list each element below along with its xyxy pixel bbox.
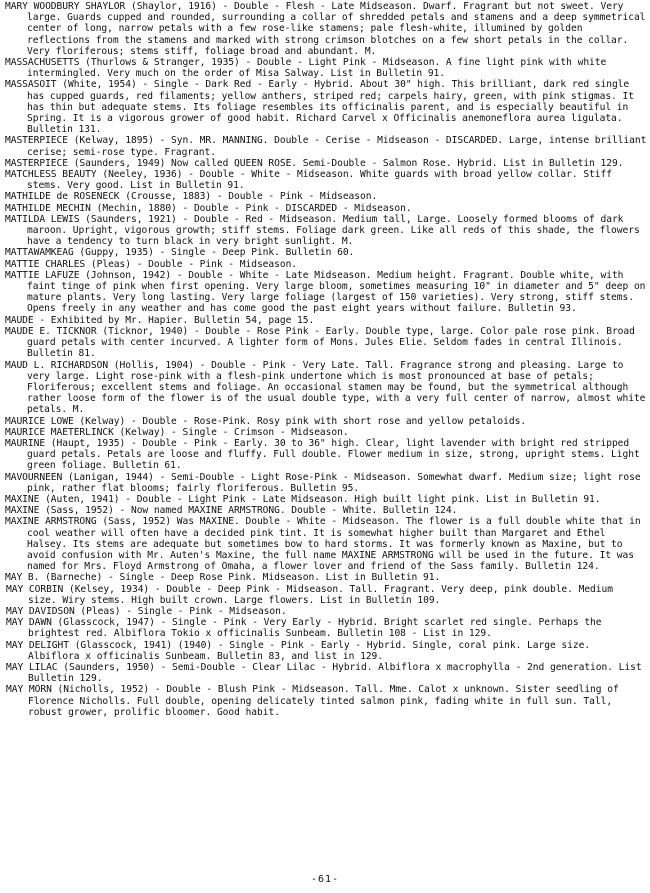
entry-list bbox=[5, 1, 647, 718]
list-item: MASTERPIECE (Kelway, 1895) - Syn. MR. MANNING. Double - Cerise - Midseason - DISCARDED. Large, intense brilliant cerise; semi-rose type. Fragrant. bbox=[5, 135, 647, 158]
list-item: MAURICE MAETERLINCK (Kelway) - Single - Crimson - Midseason. bbox=[5, 426, 349, 438]
list-item: MAY MORN (Nicholls, 1952) - Double - Blush Pink - Midseason. Tall. Mme. Calot x unknown. Sister seedling of Florence Nicholls. Full double, opening delicately tinted salmon pink, fading white in full sun. Tall, robust grower, prolific bloomer. Good habit. bbox=[6, 684, 619, 718]
list-item: MATILDA LEWIS (Saunders, 1921) - Double - Red - Midseason. Medium tall, Large. Loosely formed blooms of dark maroon. Upright, vigorous growth; stiff stems. Foliage dark green. Like all reds of this shade, the flowers have a tendency to turn black in very bright sunlight. M. bbox=[5, 213, 640, 248]
list-item: MASSASOIT (White, 1954) - Single - Dark Red - Early - Hybrid. About 30" high. This brilliant, dark red single has cupped guards, red filaments; yellow anthers, striped red; carpels hairy, green, with pink stigmas. It has thin but adequate stems. Its foliage resembles its officinalis parent, and is especially beautiful in Spring. It is a vigorous grower of good habit. Richard Carvel x Officinalis anemoneflora aurea ligulata. Bulletin 131. bbox=[5, 79, 634, 136]
list-item: MAXINE (Sass, 1952) - Now named MAXINE ARMSTRONG. Double - White. Bulletin 124. bbox=[5, 505, 458, 517]
list-item: MATHILDE de ROSENECK (Crousse, 1883) - Double - Pink - Midseason. bbox=[5, 191, 378, 203]
page-number: -61- bbox=[310, 874, 340, 885]
list-item: MAXINE (Auten, 1941) - Double - Light Pink - Late Midseason. High built light pink. List in Bulletin 91. bbox=[5, 493, 601, 505]
list-item: MAY LILAC (Saunders, 1950) - Semi-Double - Clear Lilac - Hybrid. Albiflora x macrophylla - 2nd generation. List Bulletin 129. bbox=[6, 661, 642, 685]
list-item: MAUDE E. TICKNOR (Ticknor, 1940) - Double - Rose Pink - Early. Double type, large. Color pale rose pink. Broad guard petals with center incurved. A lighter form of Mons. Jules Elie. Seldom fades in central Illinois. Bulletin 81. bbox=[5, 325, 635, 360]
list-item: MAY CORBIN (Kelsey, 1934) - Double - Deep Pink - Midseason. Tall. Fragrant. Very deep, pink double. Medium size. Wiry stems. High built crown. Large flowers. List in Bulletin 109. bbox=[6, 583, 613, 606]
list-item: MAUD L. RICHARDSON (Hollis, 1904) - Double - Pink - Very Late. Tall. Fragrance strong and pleasing. Large to very large. Light rose-pink with a flesh-pink undertone which is most pronounced at base of petals; Floriferous; excellent stems and foliage. An occasional stamen may be found, but the symmetrical although rather loose form of the flower is of the usual double type, with a very full center of narrow, almost white petals. M. bbox=[5, 359, 646, 416]
list-item: MAY DAWN (Glasscock, 1947) - Single - Pink - Very Early - Hybrid. Bright scarlet red single. Perhaps the brightest red. Albiflora Tokio x officinalis Sunbeam. Bulletin 108 - List in 129. bbox=[6, 617, 602, 640]
list-item: MAXINE ARMSTRONG (Sass, 1952) Was MAXINE. Double - White - Midseason. The flower is a full double white that in cool weather will often have a decided pink tint. It is somewhat higher built than Margaret and Ethel Halsey. Its stems are adequate but sometimes bow to hard storms. It was formerly known as Maxine, but to avoid confusion with Mr. Auten's Maxine, the full name MAXINE ARMSTRONG will be used in the future. It was named for Mrs. Floyd Armstrong of Omaha, a flower lover and friend of the Sass family. Bulletin 124. bbox=[5, 516, 641, 573]
list-item: MAVOURNEEN (Lanigan, 1944) - Semi-Double - Light Rose-Pink - Midseason. Somewhat dwarf. Medium size; light rose pink, rather flat blooms; fairly floriferous. Bulletin 95. bbox=[5, 471, 641, 494]
list-item: MAURINE (Haupt, 1935) - Double - Pink - Early. 30 to 36" high. Clear, light lavender with bright red stripped guard petals. Petals are loose and fluffy. Full double. Flower medium in size, strong, upright stems. Light green foliage. Bulletin 61. bbox=[5, 437, 640, 472]
list-item: MATCHLESS BEAUTY (Neeley, 1936) - Double - White - Midseason. White guards with broad yellow collar. Stiff stems. Very good. List in Bulletin 91. bbox=[5, 169, 612, 192]
list-item: MAUDE - Exhibited by Mr. Hapier. Bulletin 54, page 15. bbox=[5, 314, 315, 326]
list-item: MASSACHUSETTS (Thurlows & Stranger, 1935) - Double - Light Pink - Midseason. A fine light pink with white intermingled. Very much on the order of Misa Salway. List in Bulletin 91. bbox=[5, 57, 607, 80]
list-item: MAY DAVIDSON (Pleas) - Single - Pink - Midseason. bbox=[6, 605, 287, 617]
list-item: MASTERPIECE (Saunders, 1949) Now called QUEEN ROSE. Semi-Double - Salmon Rose. Hybrid. List in Bulletin 129. bbox=[5, 157, 624, 169]
list-item: MARY WOODBURY SHAYLOR (Shaylor, 1916) - Double - Flesh - Late Midseason. Dwarf. Fragrant but not sweet. Very large. Guards cupped and rounded, surrounding a collar of shredded petals and stamens and a deep symmetrical center of long, narrow petals with a few rose-like stamens; pale flesh-white, illumined by golden reflections from the stamens and marked with strong crimson blotches on a few short petals in the collar. Very floriferous; stems stiff, foliage broad and abundant. M. bbox=[5, 1, 646, 57]
list-item: MAY DELIGHT (Glasscock, 1941) (1940) - Single - Pink - Early - Hybrid. Single, coral pink. Large size. Albiflora x officinalis Sunbeam. Bulletin 83, and list in 129. bbox=[6, 639, 591, 662]
list-item: MATTIE CHARLES (Pleas) - Double - Pink - Midseason. bbox=[5, 258, 298, 270]
list-item: MATHILDE MECHIN (Mechin, 1880) - Double - Pink - DISCARDED - Midseason. bbox=[5, 202, 412, 214]
list-item: MAY B. (Barneche) - Single - Deep Rose Pink. Midseason. List in Bulletin 91. bbox=[5, 572, 441, 584]
list-item: MATTIE LAFUZE (Johnson, 1942) - Double - White - Late Midseason. Medium height. Fragrant. Double white, with faint tinge of pink when first opening. Very large bloom, sometimes measuring 10" in diameter and 5" deep on mature plants. Very long lasting. Very large foliage (largest of 150 varieties). Very strong, stiff stems. Opens freely in any weather and has come good the past eight years without failure. Bulletin 93. bbox=[5, 269, 646, 315]
list-item: MATTAWAMKEAG (Guppy, 1935) - Single - Deep Pink. Bulletin 60. bbox=[5, 247, 355, 259]
list-item: MAURICE LOWE (Kelway) - Double - Rose-Pink. Rosy pink with short rose and yellow petaloids. bbox=[5, 415, 527, 427]
